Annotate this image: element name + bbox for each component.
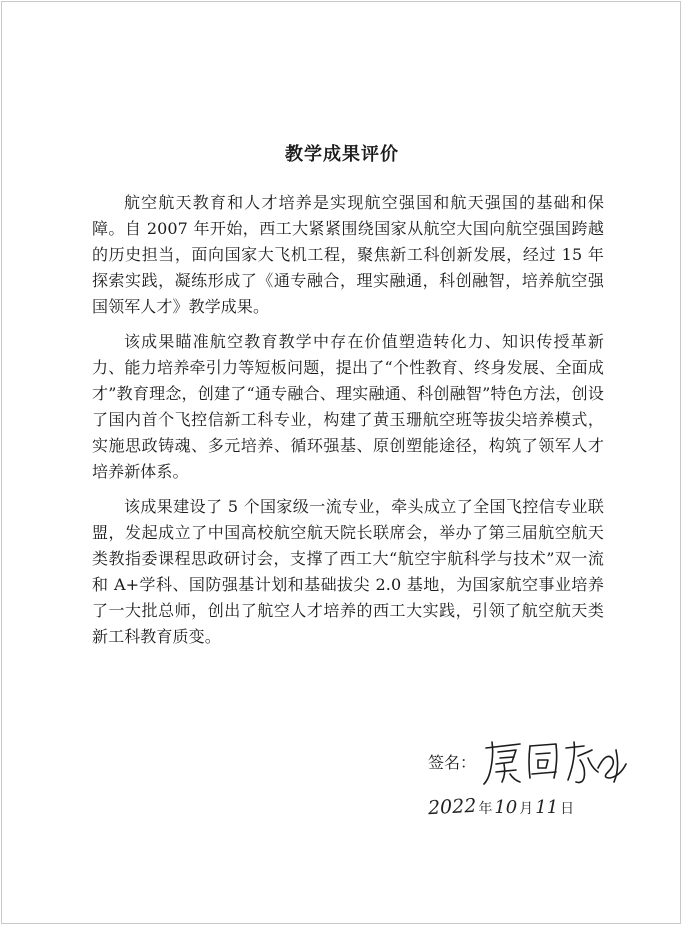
handwritten-signature xyxy=(480,738,630,788)
signature-date xyxy=(428,796,628,824)
paragraph-2: 该成果瞄准航空教育教学中存在价值塑造转化力、知识传授革新力、能力培养牵引力等短板问题，提出了“个性教育、终身发展、全面成才”教育理念，创建了“通专融合、理实融通、科创融智”特色方法，创设了国内首个飞控信新工科专业，构建了黄玉珊航空班等拔尖培养模式，实施思政铸魂、多元培养、循环强基、原创塑能途径，构筑了领军人才培养新体系。 xyxy=(92,332,604,481)
date-day-char: 日 xyxy=(560,801,575,817)
signature-block xyxy=(428,738,628,788)
date-year-char: 年 xyxy=(478,801,493,817)
signature-label: 签名： xyxy=(428,753,477,772)
date-month-char: 月 xyxy=(519,801,534,817)
document-body xyxy=(92,190,604,659)
date-day: 11 xyxy=(535,797,559,818)
date-month: 10 xyxy=(494,797,518,818)
paragraph-3: 该成果建设了 5 个国家级一流专业，牵头成立了全国飞控信专业联盟，发起成立了中国高校航空航天院长联席会，举办了第三届航空航天类教指委课程思政研讨会，支撑了西工大“航空宇航科学与技术”双一流和 A+学科、国防强基计划和基础拔尖 2.0 基地，为国家航空事业培养了一大批总师，创出了航空人才培养的西工大实践，引领了航空航天类新工科教育质变。 xyxy=(92,497,604,646)
paragraph-1: 航空航天教育和人才培养是实现航空强国和航天强国的基础和保障。自 2007 年开始，西工大紧紧围绕国家从航空大国向航空强国跨越的历史担当，面向国家大飞机工程，聚焦新工科创新发展，经过 15 年探索实践，凝练形成了《通专融合，理实融通，科创融智，培养航空强国领军人才》教学成果。 xyxy=(92,193,604,316)
date-year: 2022 xyxy=(427,794,477,820)
document-title: 教学成果评价 xyxy=(285,144,399,165)
